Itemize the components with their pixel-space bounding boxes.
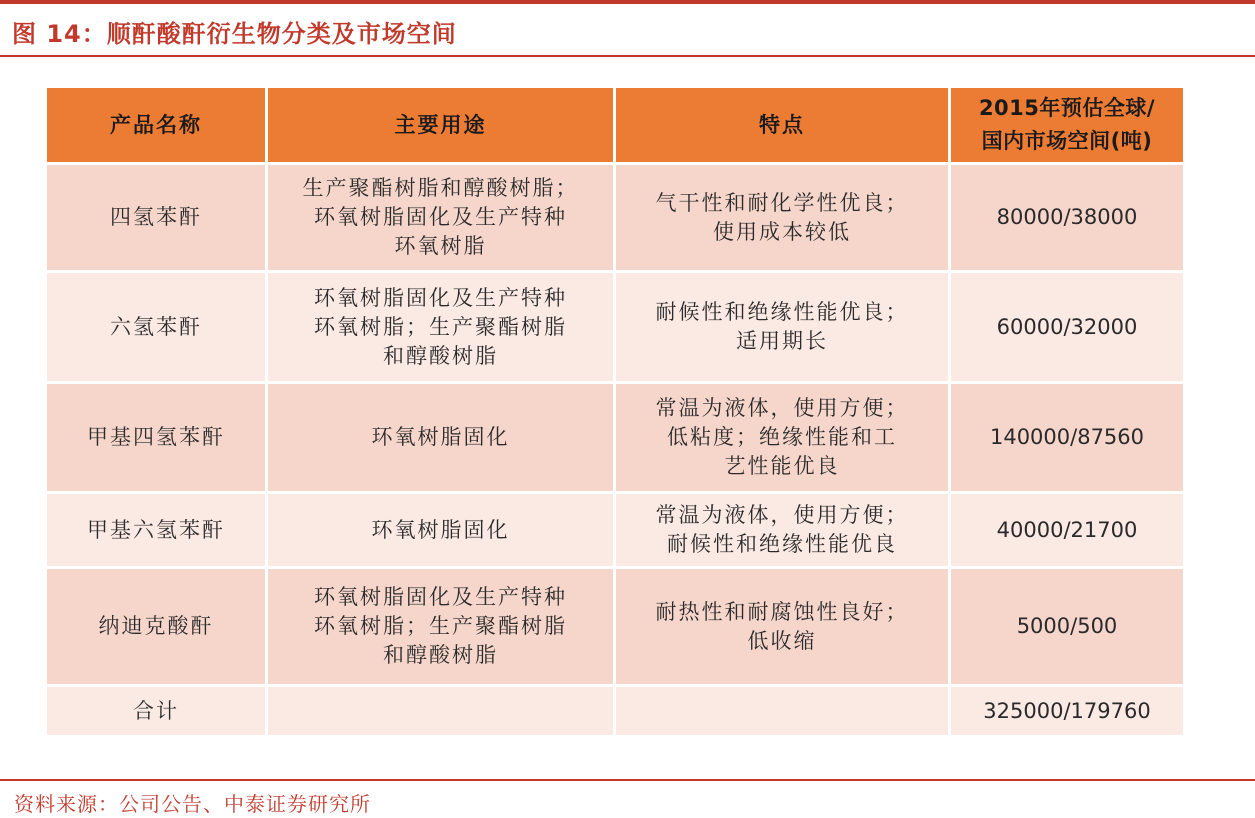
features-line: 耐热性和耐腐蚀性良好； (655, 599, 909, 624)
total-market-cell: 325000/179760 (951, 687, 1183, 735)
usage-cell (268, 273, 613, 381)
features-cell (616, 273, 948, 381)
usage-cell (268, 384, 613, 491)
total-label: 合计 (47, 687, 265, 735)
usage-line: 环氧树脂固化及生产特种 (314, 585, 567, 609)
market-cell: 60000/32000 (951, 273, 1183, 381)
usage-line: 和醇酸树脂 (383, 643, 498, 667)
features-line: 使用成本较低 (713, 219, 851, 244)
usage-line: 环氧树脂固化 (371, 425, 510, 449)
figure-title: 图 14：顺酐酸酐衍生物分类及市场空间 (12, 20, 457, 48)
usage-line: 环氧树脂固化及生产特种 (314, 285, 567, 310)
total-row (47, 687, 1183, 735)
features-line: 低收缩 (747, 628, 817, 653)
usage-cell (268, 494, 613, 566)
features-cell (616, 384, 948, 491)
table-row (47, 165, 1183, 270)
header-market-line1: 2015年预估全球/ (978, 96, 1156, 120)
total-usage-cell (268, 687, 613, 735)
product-cell: 纳迪克酸酐 (47, 569, 265, 684)
table-row (47, 384, 1183, 491)
features-line: 低粘度；绝缘性能和工 (667, 425, 897, 449)
market-cell: 140000/87560 (951, 384, 1183, 491)
usage-line: 和醇酸树脂 (383, 343, 498, 368)
header-market-line2: 国内市场空间(吨) (981, 129, 1153, 153)
features-cell (616, 569, 948, 684)
table-row (47, 494, 1183, 566)
usage-line: 环氧树脂固化 (371, 517, 510, 542)
features-line: 耐候性和绝缘性能优良； (655, 300, 909, 324)
product-cell: 六氢苯酐 (47, 273, 265, 381)
product-cell: 甲基六氢苯酐 (47, 494, 265, 566)
table-row (47, 273, 1183, 381)
product-cell: 甲基四氢苯酐 (47, 384, 265, 491)
usage-cell (268, 165, 613, 270)
features-line: 耐候性和绝缘性能优良 (667, 532, 897, 556)
header-market (951, 88, 1183, 162)
header-usage: 主要用途 (268, 88, 613, 162)
source-note: 资料来源：公司公告、中泰证券研究所 (14, 792, 371, 816)
total-features-cell (616, 687, 948, 735)
features-line: 常温为液体，使用方便； (655, 503, 909, 527)
usage-line: 生产聚酯树脂和醇酸树脂； (302, 176, 579, 200)
market-cell: 5000/500 (951, 569, 1183, 684)
features-line: 适用期长 (736, 329, 828, 353)
table-row (47, 569, 1183, 684)
usage-line: 环氧树脂固化及生产特种 (314, 205, 567, 229)
features-cell (616, 165, 948, 270)
features-line: 艺性能优良 (724, 454, 840, 478)
features-line: 气干性和耐化学性优良； (655, 190, 909, 215)
usage-cell (268, 569, 613, 684)
bottom-divider (0, 779, 1255, 781)
usage-line: 环氧树脂；生产聚酯树脂 (314, 314, 567, 339)
derivatives-table (44, 85, 1186, 738)
product-cell: 四氢苯酐 (47, 165, 265, 270)
header-product: 产品名称 (47, 88, 265, 162)
usage-line: 环氧树脂 (394, 234, 487, 258)
features-line: 常温为液体，使用方便； (655, 396, 909, 420)
table-header-row (47, 88, 1183, 162)
features-cell (616, 494, 948, 566)
market-cell: 40000/21700 (951, 494, 1183, 566)
market-cell: 80000/38000 (951, 165, 1183, 270)
title-divider (0, 55, 1255, 57)
top-divider (0, 0, 1255, 4)
usage-line: 环氧树脂；生产聚酯树脂 (314, 614, 567, 638)
header-features: 特点 (616, 88, 948, 162)
